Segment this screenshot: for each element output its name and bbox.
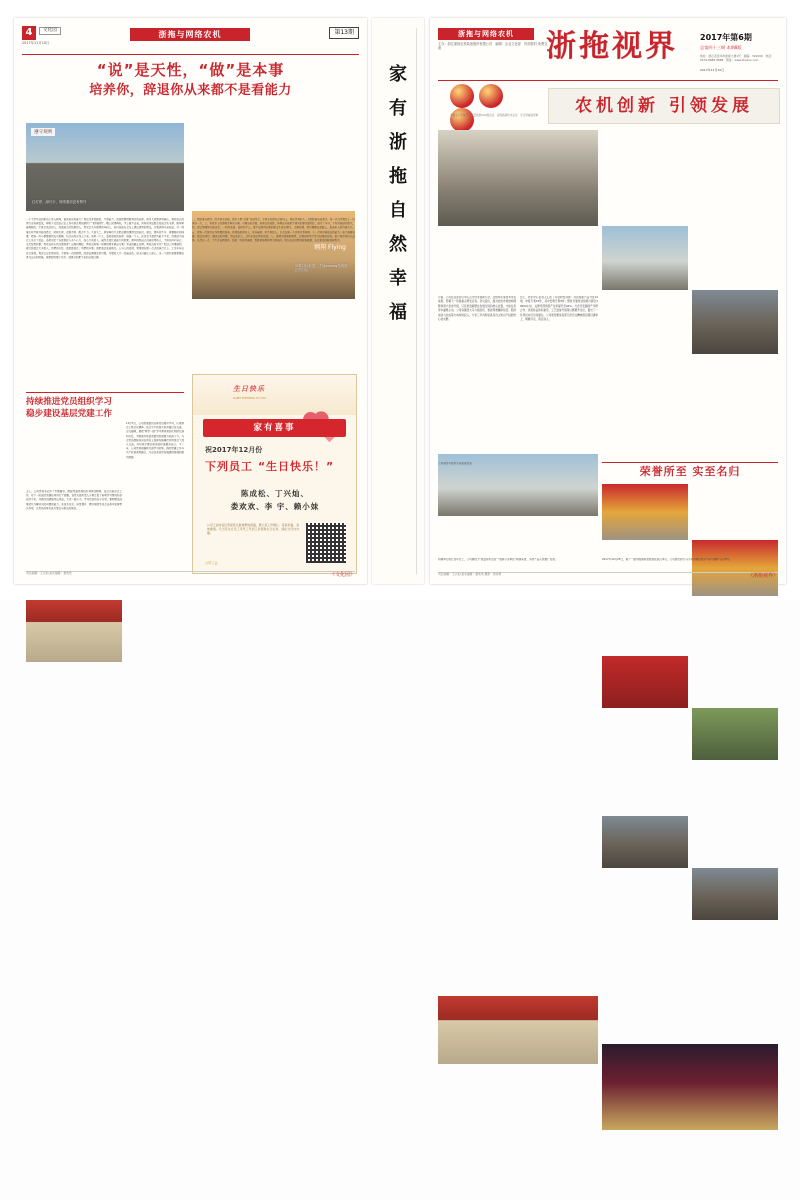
photo-b-badge: 翱翔 Flying [314, 244, 346, 251]
spine-char-5: 然 [389, 234, 407, 255]
right-body-column-e: 同期举行的行业年会上，公司被授予“质量标杆企业”“创新示范单位”两项荣誉，多款产品入选推广目录。 [438, 558, 558, 561]
spine-char-7: 福 [389, 302, 407, 323]
issue-badge: 第13期 [329, 27, 359, 39]
right-banner-text: 农机创新 引领发展 [575, 96, 753, 116]
award-caption: 中国农业机械行业质量信誉AAA级企业 · 省级高新技术企业 · 守合同重信用单位 [450, 114, 539, 121]
right-page-sheet [430, 18, 786, 584]
sub-headline-line-2: 稳步建设基层党建工作 [26, 409, 112, 419]
left-footer [26, 559, 355, 578]
photo-dealer-meeting [692, 868, 778, 920]
ad-fine-print: 公司工会向各位寿星致以最诚挚的祝福，愿大家工作顺心、家庭幸福、身体健康。凡当月生日员工可凭工号到工会领取生日礼券，请在当月内办理。 [207, 523, 299, 535]
sub-article-rule [26, 392, 184, 393]
ad-qr-code[interactable] [306, 523, 346, 563]
spine-char-1: 有 [389, 98, 407, 119]
spine-char-6: 幸 [389, 268, 407, 289]
spine-char-4: 自 [389, 200, 407, 221]
birthday-advertisement [192, 374, 357, 574]
left-body-column-2: 二、把标准当底线，而不是天花板。很多人把“合格”当成终点，于是永远停在合格线上。真正优秀的人，会把标准当成起点，每一次交付都比上一次更好一点。三、先把手上的事做完再谈兴趣。兴趣当然重要，但职业的成熟，体现在你能把不喜欢的事也做到位。做完了本分，才有谈偏好的底气。四、别让情绪替你做决定。一时的委屈、临时的不公，都不值得用长期的职业生涯去赌气。冷静处理，把问题摆在桌面上，是成年人的沟通方式。五、把每一次批评当作免费的咨询。听得进批评的人，进步最快；听不进的人，只会在同一个坑里反复摔倒。六、打造可被验证的能力。能力需要证据：做过的项目、解决过的问题、带出来的人。这些东西会替你说话。七、保持对结果的敬畏。过程的辛苦不等于结果的价值，客户和市场只认结果。认清这一点，才不会自我感动。结语：所有的体面，都是背地里的努力换来的。愿你在该沉默的时候做事，在该说话的时候有底气。 [192, 218, 355, 243]
ad-stamp: 公司工会 [205, 561, 218, 565]
right-sub-rule [602, 462, 778, 463]
left-footer-seal: 《文化园》 [329, 572, 355, 578]
right-body-column-b: 会上，技术中心负责人汇报了年度研发进展：共完成新产品开发12项，申报专利23件，其中发明专利8件；整机可靠性试验累计超过20000小时，关键零部件国产化率提升至92%。与会代表围绕产学研合作、试验验证体系建设、工艺装备升级等议题展开讨论，提出了一系列切实可行的建议。公司领导要求各部门把会议精神落到项目清单上，明确节点、责任到人。 [520, 296, 598, 322]
left-sub-headline [26, 396, 184, 420]
sub-headline-line-1: 持续推进党员组织学习 [26, 397, 112, 407]
ad-brand-subtitle: HAPPY BIRTHDAY TO YOU [233, 397, 266, 400]
masthead-logo: 浙拖与网络农机 [130, 28, 250, 41]
right-footer-seal: 《浙拖视界》 [747, 573, 778, 579]
ad-names-line-1: 陈成松、丁兴灿、 [241, 489, 309, 498]
issue-date: 2017年11月10日 [700, 68, 725, 72]
ad-line-1: 祝2017年12月份 [205, 446, 263, 454]
photo-a-caption: 红灯停、绿灯行，规则面前没有例外 [32, 200, 87, 205]
right-masthead-subtitle: 主办：浙江浙拖农机装备股份有限公司 编辑：企业文化部 内部资料 免费交流 [438, 42, 548, 51]
photo-tech-forum [692, 290, 778, 354]
award-medals [450, 84, 536, 112]
left-body-column-1: 一个大学毕业的新员工进入职场，谁说他没有能力？真正拉开差距的，不是能力，而是把事情做到位的态度。很多人抱怨领导偏心，抱怨自己的努力没有被看见，却很少反思自己在工作中是否真的做到了“说到做到”。嘴上说得再好，手上做不出来，所有的承诺都会变成空头支票。职场里最稀缺的，不是会表达的人，而是能交付结果的人。我见过太多聪明的年轻人，他们总能在会议上提出漂亮的想法，方案讲得天花乱坠，可一到落实环节就开始找借口：时间太紧、资源不够、配合不力。久而久之，领导再也不会把重要的事情交给他们。相反，那些话不多、做事踏实的同事，把每一件小事都做到无可挑剔，机会自然会找上门来。培养一个人，看的是他的态度；辞退一个人，往往也不是因为能力不足，而是因为他让人失去了信任。态度决定了你愿意投入多少心力，而心力的投入，最终会转化成能力的积累。那些抱怨自己没被重用的人，不妨先问问自己：交代给我的事，我有没有主动反馈进度？出现问题时，我有没有第一时间说明并提出方案？承诺的截止日期，我有没有守住？把这三件事做到，就已经胜过大多数人。所谓的天性，是愿意表达；所谓的本事，是把表达变成现实。人与人的差别，常常就在那一点点的执行力上。工作多年以后会发现，真正让你走得远的，不是某一次的聪明，而是长期稳定的可靠。可靠的人不一定最出色，但永远最让人放心。当一个团队需要把硬任务交出去的时候，被想起的那个名字，就是你积累下来的全部口碑。 [26, 218, 184, 259]
photo-award-assembly [438, 996, 598, 1064]
right-masthead-logo: 浙拖与网络农机 [438, 28, 534, 40]
photo-b-caption: 向着目标前进，才能among得到真正的自由 [295, 263, 348, 273]
right-footer [438, 560, 778, 579]
photo-award-stage [602, 1044, 778, 1130]
photo-expo-booth [602, 484, 688, 540]
photo-a-badge: 遵守规则 [31, 128, 55, 136]
left-page-sheet [14, 18, 367, 584]
masthead-rule [22, 54, 359, 55]
right-body-column-a: 日前，公司在总部会议中心召开技术创新大会，总结本年度技术攻关成果，部署下一阶段重点研发任务。会议指出，面对农机市场结构调整和用户需求升级，只有把创新摆在发展全局的核心位置，才能在竞争中赢得主动。公司将围绕大马力拖拉机、智能驾驶辅助系统、低排放动力总成等方向持续投入，力争三年内形成具有自主知识产权的核心技术群。 [438, 296, 516, 322]
left-footer-credits: 责任编辑：王兴灿 美术编辑：娄欢欢 [26, 571, 72, 575]
center-spine-panel [372, 18, 424, 584]
ad-band-text: 家有喜事 [253, 423, 296, 433]
medal-icon-1 [450, 84, 474, 108]
photo-quality-check [602, 816, 688, 868]
headline-line-2: 培养你，辞退你从来都不是看能力 [89, 83, 292, 98]
spine-char-2: 浙 [389, 132, 407, 153]
ad-header [193, 375, 356, 415]
ad-band [203, 419, 346, 437]
left-body-column-3b: 会上，公司党委书记作了专题辅导，围绕党章党规和系列讲话精神，结合当前重点工作，对下一阶段的党建任务进行了部署。各党支部负责人分别汇报了前期学习情况和存在的不足，并就改进措施作出承诺。大家一致认为，学习的目的在于应用，要把理论成果转化为解决实际问题的能力，在技术攻关、质量提升、降本增效等重点任务中发挥带头作用，让党员的身份成为责任与担当的象征。 [26, 490, 122, 510]
left-body-column-3: 11月7日，公司党委组织全体党员集中学习，认真领会上级会议精神，结合生产经营实际开展讨论交流。会议强调，要把“两学一做”学习教育常态化制度化落到实处，不断提升基层党组织的凝聚力和战斗力。与会党员围绕如何在岗位上发挥先锋模范作用进行了深入交流，纷纷表示要以更高的标准要求自己。下一步，公司党委将继续完善学习机制，推动党建工作与生产经营深度融合，为企业高质量发展提供坚强的组织保障。 [126, 422, 184, 459]
qr-pattern [306, 523, 346, 563]
photo-caption-group: 公司领导与技术专家座谈交流 [438, 462, 472, 465]
issue-imprint: 地址：浙江省金华市浙拖大道1号 邮编：321000 电话：0579-8888 8888 网址：www.zhetuo.com [700, 54, 774, 62]
photo-assembly-line [602, 226, 688, 290]
issue-total: 总第四十三期 本期8版 [700, 45, 742, 50]
spine-char-0: 家 [389, 64, 407, 85]
issue-info-block [700, 32, 778, 72]
publication-title: 浙拖视界 [546, 29, 678, 64]
photo-traffic-light [26, 123, 184, 211]
ad-line-2: 下列员工 “生日快乐！” [205, 460, 335, 473]
page-date: 2017年11月10日 [22, 41, 50, 45]
photo-party-meeting [26, 600, 122, 662]
ad-names-line-2: 娄欢欢、李 宇、赖小妹 [230, 502, 320, 511]
ad-names [205, 487, 345, 513]
page-number: 4 [22, 26, 36, 40]
right-footer-credits: 责任编辑：王兴灿 美术编辑：娄欢欢 摄影：周家明 [438, 572, 502, 576]
right-masthead-rule [438, 80, 778, 81]
right-sub-headline: 荣誉所至 实至名归 [639, 465, 741, 478]
issue-number: 2017年第6期 [700, 33, 752, 42]
page-section-tag: 文化园 [39, 27, 61, 35]
left-masthead [22, 26, 359, 52]
ad-brand: 生日快乐 [233, 385, 265, 393]
medal-icon-2 [479, 84, 503, 108]
spine-char-3: 拖 [389, 166, 407, 187]
right-body-column-d: 2017年10月25日，第十一届中国国际农机展在武汉举行，公司展出的大马力系列拖拉机获“用户信赖产品”称号。 [602, 558, 733, 561]
headline-line-1: “说”是天性，“做”是本事 [96, 61, 285, 79]
photo-product-launch [602, 656, 688, 708]
photo-leader-interview [438, 130, 598, 226]
spine-divider [416, 28, 417, 574]
photo-field-demo [692, 708, 778, 760]
left-headline [26, 60, 355, 100]
right-banner [548, 88, 780, 124]
